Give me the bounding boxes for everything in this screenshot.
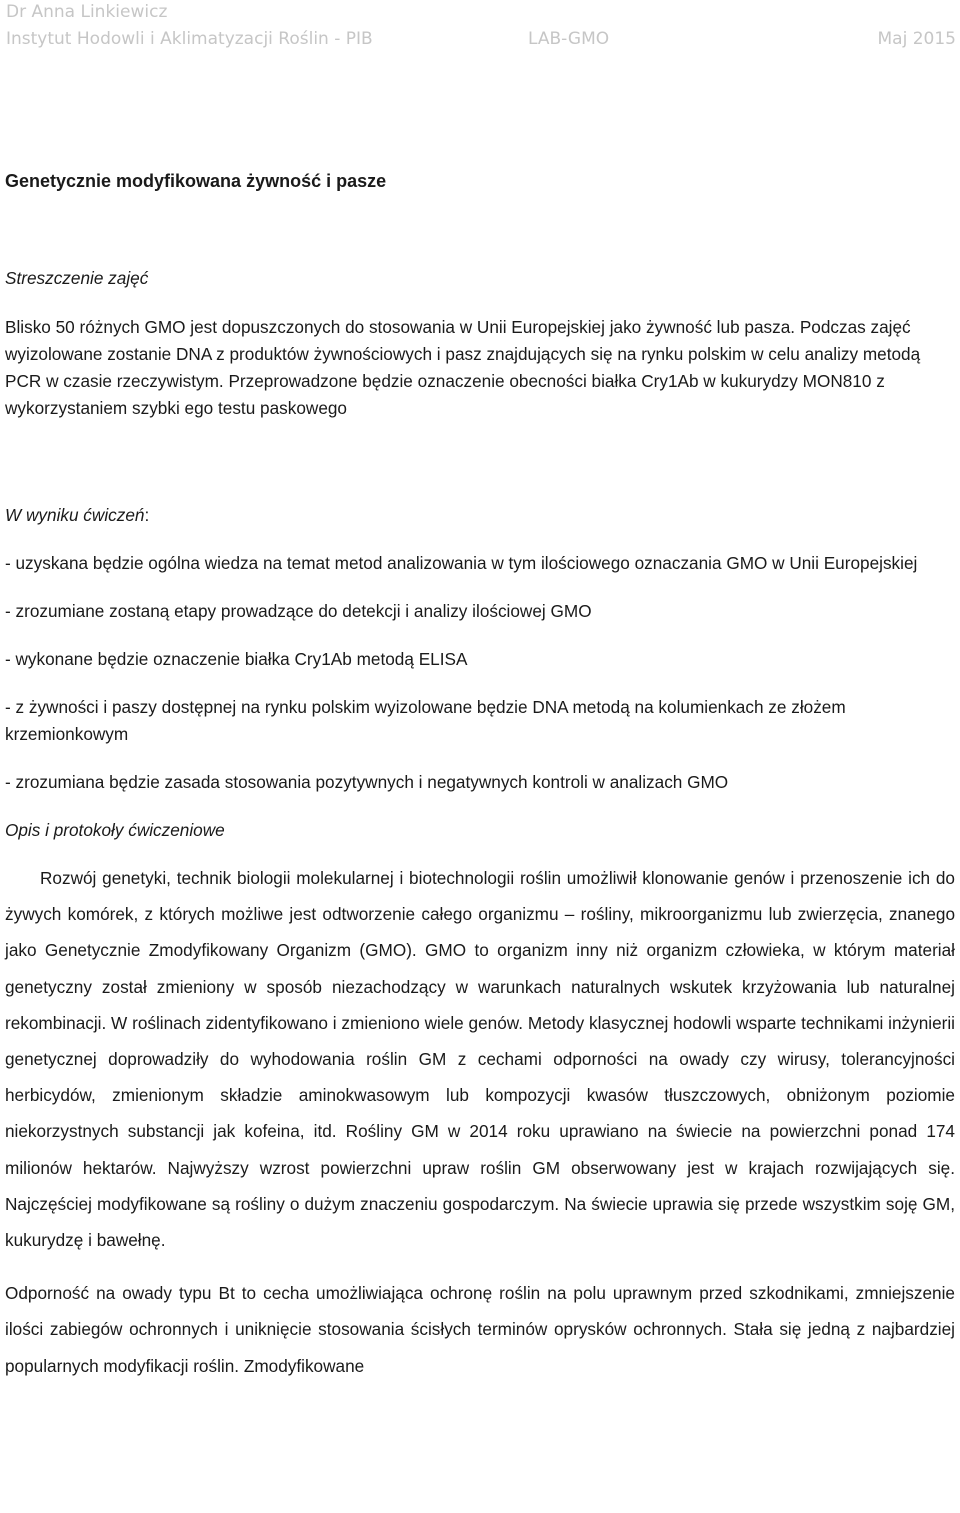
results-item-1: - uzyskana będzie ogólna wiedza na temat metod analizowania w tym ilościowego oznaczania GMO w Unii Europejskiej [5, 553, 918, 573]
paragraph-1: Rozwój genetyki, technik biologii molekularnej i biotechnologii roślin umożliwił klonowanie genów i przenoszenie ich do żywych komórek, z których możliwe jest odtworzenie całego organizmu – rośliny, mikroorganizmu lub zwierzęcia, znanego jako Genetycznie Zmodyfikowany Organizm (GMO). GMO to organizm inny niż organizm człowieka, w którym materiał genetyczny został zmieniony w sposób niezachodzący w warunkach naturalnych wskutek krzyżowania lub naturalnej rekombinacji. W roślinach zidentyfikowano i zmieniono wiele genów. Metody klasycznej hodowli wsparte technikami inżynierii genetycznej doprowadziły do wyhodowania roślin GM z cechami odporności na owady czy wirusy, tolerancyjności herbicydów, zmienionym składzie aminokwasowym lub kompozycji kwasów tłuszczowych, obniżonym poziomie niekorzystnych substancji jak kofeina, itd. Rośliny GM w 2014 roku uprawiano na świecie na powierzchni ponad 174 milionów hektarów. Najwyższy wzrost powierzchni upraw roślin GM obserwowany jest w krajach rozwijających się. Najczęściej modyfikowane są rośliny o dużym znaczeniu gospodarczym. Na świecie uprawia się przede wszystkim soję GM, kukurydzę i bawełnę. [5, 868, 955, 1251]
paragraph-2: Odporność na owady typu Bt to cecha umożliwiająca ochronę roślin na polu uprawnym przed szkodnikami, zmniejszenie ilości zabiegów ochronnych i uniknięcie stosowania ścisłych terminów oprysków ochronnych. Stała się jedną z najbardziej popularnych modyfikacji roślin. Zmodyfikowane [5, 1283, 955, 1376]
results-item-2: - zrozumiane zostaną etapy prowadzące do detekcji i analizy ilościowej GMO [5, 601, 592, 621]
results-heading: W wyniku ćwiczeń [5, 505, 145, 525]
header-date: Maj 2015 [877, 29, 956, 49]
results-item-4: - z żywności i paszy dostępnej na rynku polskim wyizolowane będzie DNA metodą na kolumienkach ze złożem krzemionkowym [5, 697, 846, 744]
document-body [5, 168, 955, 1384]
results-item-5: - zrozumiana będzie zasada stosowania pozytywnych i negatywnych kontroli w analizach GMO [5, 772, 729, 792]
header-lab: LAB-GMO [528, 29, 610, 49]
header-institute: Instytut Hodowli i Aklimatyzacji Roślin - PIB [6, 29, 373, 49]
results-item-3: - wykonane będzie oznaczenie białka Cry1Ab metodą ELISA [5, 649, 468, 669]
header-author: Dr Anna Linkiewicz [6, 2, 168, 22]
page-header [6, 0, 956, 58]
protocols-heading: Opis i protokoły ćwiczeniowe [5, 820, 225, 840]
results-heading-line [5, 502, 955, 529]
results-heading-colon: : [144, 505, 150, 525]
summary-text: Blisko 50 różnych GMO jest dopuszczonych do stosowania w Unii Europejskiej jako żywność lub pasza. Podczas zajęć wyizolowane zostanie DNA z produktów żywnościowych i pasz znajdujących się na rynku polskim w celu analizy metodą PCR w czasie rzeczywistym. Przeprowadzone będzie oznaczenie obecności białka Cry1Ab w kukurydzy MON810 z wykorzystaniem szybki ego testu paskowego [5, 317, 921, 418]
document-title: Genetycznie modyfikowana żywność i pasze [5, 171, 387, 191]
summary-heading: Streszczenie zajęć [5, 268, 149, 288]
